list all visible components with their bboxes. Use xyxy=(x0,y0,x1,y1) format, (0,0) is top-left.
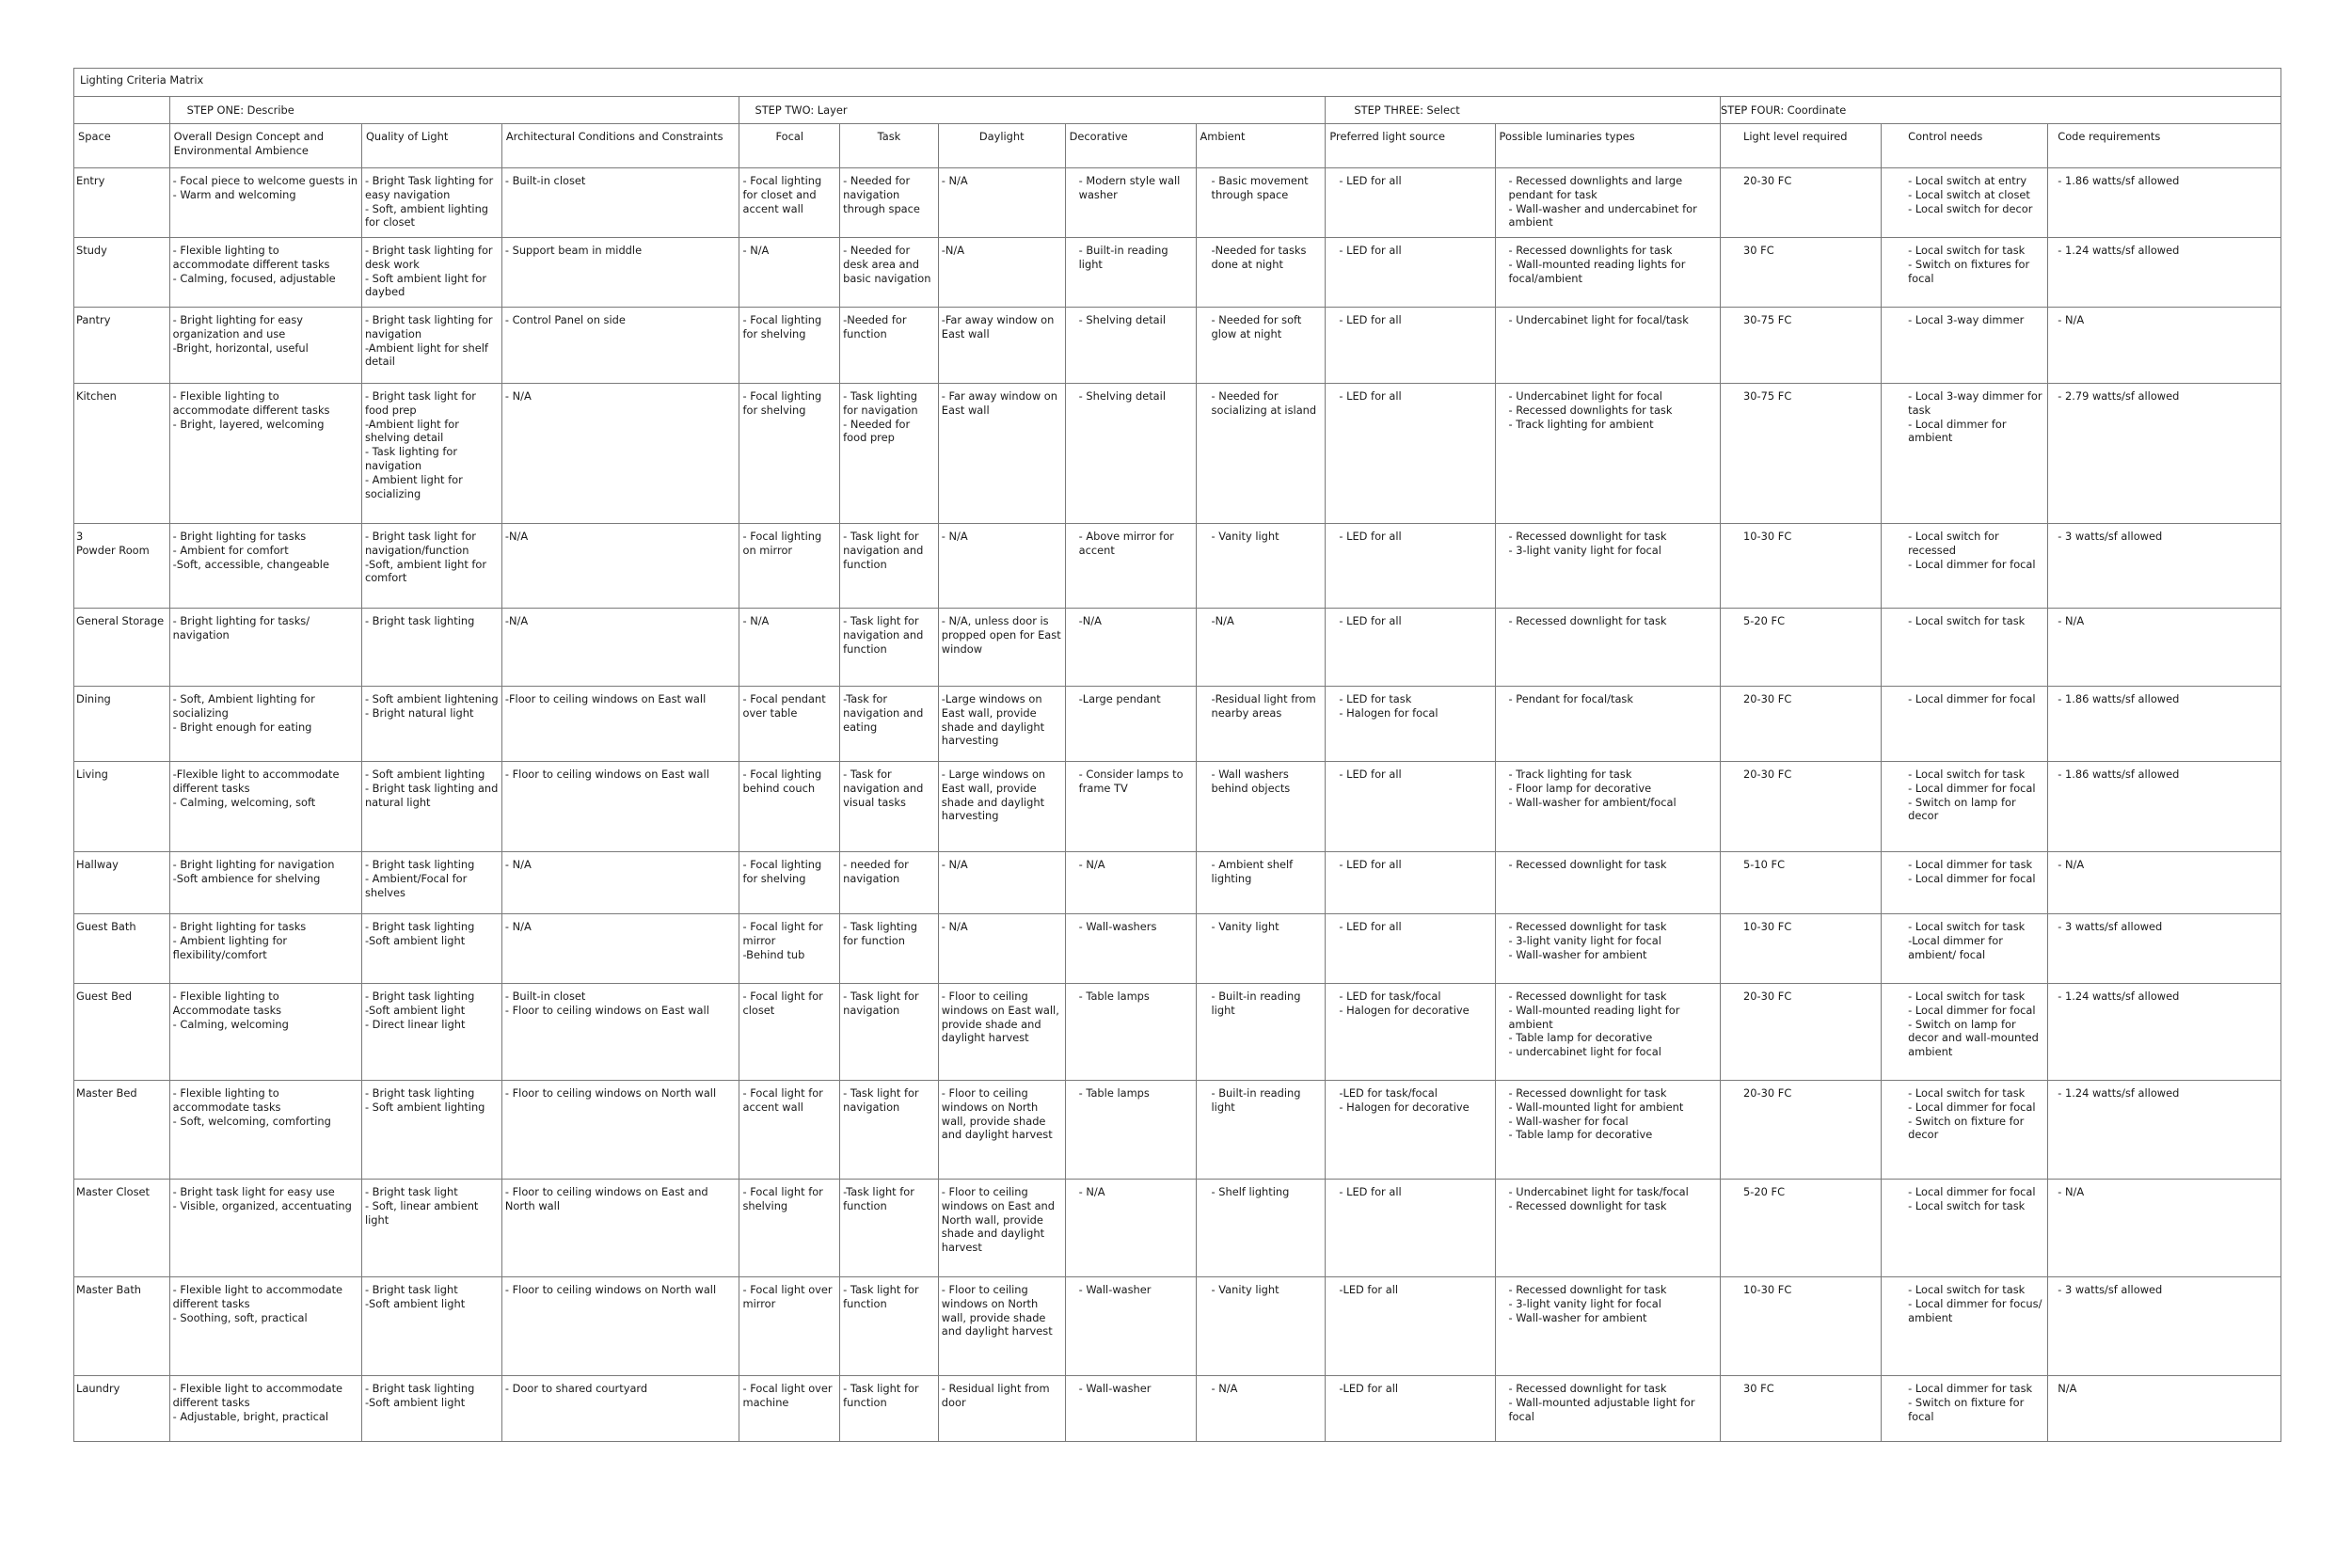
preferred-light-source-cell: - LED for all xyxy=(1326,524,1495,609)
design-concept-cell: - Flexible lighting to accommodate tasks - Soft, welcoming, comforting xyxy=(169,1081,361,1180)
space-cell: Kitchen xyxy=(74,384,170,524)
architectural-conditions-cell: -N/A xyxy=(501,524,739,609)
daylight-cell: - Floor to ceiling windows on North wall, provide shade and daylight harvest xyxy=(938,1277,1065,1376)
code-requirements-cell: - 3 watts/sf allowed xyxy=(2048,914,2281,984)
control-needs-cell: - Local switch for task - Local dimmer for focal - Switch on fixture for decor xyxy=(1882,1081,2048,1180)
focal-cell: - Focal light for mirror -Behind tub xyxy=(739,914,840,984)
quality-of-light-cell: - Bright task lighting -Soft ambient light xyxy=(361,914,501,984)
space-cell: Entry xyxy=(74,168,170,238)
daylight-cell: - Residual light from door xyxy=(938,1376,1065,1442)
code-requirements-cell: - N/A xyxy=(2048,609,2281,687)
luminaires-types-cell: - Recessed downlight for task xyxy=(1495,852,1721,914)
column-header: Task xyxy=(840,124,939,168)
focal-cell: - Focal light over mirror xyxy=(739,1277,840,1376)
table-row xyxy=(74,984,2281,1081)
light-level-cell: 30 FC xyxy=(1721,238,1882,308)
space-cell: Master Bed xyxy=(74,1081,170,1180)
table-row xyxy=(74,308,2281,384)
decorative-cell: - Wall-washers xyxy=(1065,914,1196,984)
code-requirements-cell: - 3 watts/sf allowed xyxy=(2048,1277,2281,1376)
preferred-light-source-cell: - LED for task/focal - Halogen for decorative xyxy=(1326,984,1495,1081)
luminaires-types-cell: - Pendant for focal/task xyxy=(1495,687,1721,762)
title-row xyxy=(74,69,2281,97)
ambient-cell: - Shelf lighting xyxy=(1196,1180,1326,1277)
task-cell: - Needed for desk area and basic navigation xyxy=(840,238,939,308)
luminaires-types-cell: - Recessed downlights for task - Wall-mounted reading lights for focal/ambient xyxy=(1495,238,1721,308)
control-needs-cell: - Local dimmer for focal - Local switch for task xyxy=(1882,1180,2048,1277)
matrix-body xyxy=(74,168,2281,1442)
daylight-cell: - Large windows on East wall, provide shade and daylight harvesting xyxy=(938,762,1065,852)
light-level-cell: 30 FC xyxy=(1721,1376,1882,1442)
table-row xyxy=(74,384,2281,524)
column-header: Architectural Conditions and Constraints xyxy=(501,124,739,168)
space-cell: Study xyxy=(74,238,170,308)
table-row xyxy=(74,1277,2281,1376)
design-concept-cell: - Bright task light for easy use - Visible, organized, accentuating xyxy=(169,1180,361,1277)
task-cell: - Task for navigation and visual tasks xyxy=(840,762,939,852)
task-cell: - Task lighting for navigation - Needed for food prep xyxy=(840,384,939,524)
steps-row xyxy=(74,97,2281,124)
light-level-cell: 20-30 FC xyxy=(1721,1081,1882,1180)
task-cell: - Task light for function xyxy=(840,1277,939,1376)
preferred-light-source-cell: - LED for all xyxy=(1326,852,1495,914)
quality-of-light-cell: - Bright task light for food prep -Ambient light for shelving detail - Task lighting for navigation - Ambient light for socializing xyxy=(361,384,501,524)
light-level-cell: 20-30 FC xyxy=(1721,168,1882,238)
design-concept-cell: - Flexible lighting to Accommodate tasks - Calming, welcoming xyxy=(169,984,361,1081)
space-cell: Pantry xyxy=(74,308,170,384)
table-row xyxy=(74,238,2281,308)
task-cell: - Task light for navigation xyxy=(840,984,939,1081)
daylight-cell: - N/A xyxy=(938,852,1065,914)
luminaires-types-cell: - Recessed downlight for task - 3-light vanity light for focal xyxy=(1495,524,1721,609)
architectural-conditions-cell: - Built-in closet - Floor to ceiling windows on East wall xyxy=(501,984,739,1081)
luminaires-types-cell: - Recessed downlights and large pendant for task - Wall-washer and undercabinet for ambient xyxy=(1495,168,1721,238)
architectural-conditions-cell: - Built-in closet xyxy=(501,168,739,238)
ambient-cell: - Wall washers behind objects xyxy=(1196,762,1326,852)
control-needs-cell: - Local switch for task - Local dimmer for focal - Switch on lamp for decor xyxy=(1882,762,2048,852)
focal-cell: - Focal light over machine xyxy=(739,1376,840,1442)
space-cell: Guest Bed xyxy=(74,984,170,1081)
daylight-cell: - N/A xyxy=(938,914,1065,984)
space-cell: Living xyxy=(74,762,170,852)
daylight-cell: - N/A, unless door is propped open for East window xyxy=(938,609,1065,687)
quality-of-light-cell: - Soft ambient lighting - Bright task lighting and natural light xyxy=(361,762,501,852)
code-requirements-cell: - N/A xyxy=(2048,1180,2281,1277)
light-level-cell: 20-30 FC xyxy=(1721,687,1882,762)
design-concept-cell: - Flexible light to accommodate different tasks - Adjustable, bright, practical xyxy=(169,1376,361,1442)
control-needs-cell: - Local switch for task - Local dimmer for focus/ ambient xyxy=(1882,1277,2048,1376)
architectural-conditions-cell: - Floor to ceiling windows on North wall xyxy=(501,1277,739,1376)
column-header: Control needs xyxy=(1882,124,2048,168)
ambient-cell: - Needed for socializing at island xyxy=(1196,384,1326,524)
task-cell: - Task light for function xyxy=(840,1376,939,1442)
architectural-conditions-cell: -N/A xyxy=(501,609,739,687)
steps-blank-cell xyxy=(74,97,170,124)
architectural-conditions-cell: - Floor to ceiling windows on East wall xyxy=(501,762,739,852)
quality-of-light-cell: - Bright task light - Soft, linear ambient light xyxy=(361,1180,501,1277)
step-three-header: STEP THREE: Select xyxy=(1326,97,1721,124)
task-cell: -Task for navigation and eating xyxy=(840,687,939,762)
lighting-criteria-document xyxy=(73,68,2281,1442)
lighting-criteria-matrix xyxy=(73,68,2281,1442)
design-concept-cell: - Bright lighting for tasks/ navigation xyxy=(169,609,361,687)
preferred-light-source-cell: - LED for all xyxy=(1326,609,1495,687)
focal-cell: - Focal light for accent wall xyxy=(739,1081,840,1180)
light-level-cell: 5-10 FC xyxy=(1721,852,1882,914)
decorative-cell: - Shelving detail xyxy=(1065,308,1196,384)
daylight-cell: - N/A xyxy=(938,168,1065,238)
focal-cell: - Focal light for closet xyxy=(739,984,840,1081)
focal-cell: - Focal lighting for shelving xyxy=(739,852,840,914)
architectural-conditions-cell: - Door to shared courtyard xyxy=(501,1376,739,1442)
design-concept-cell: - Bright lighting for navigation -Soft ambience for shelving xyxy=(169,852,361,914)
code-requirements-cell: - 1.86 watts/sf allowed xyxy=(2048,168,2281,238)
decorative-cell: - Consider lamps to frame TV xyxy=(1065,762,1196,852)
decorative-cell: -N/A xyxy=(1065,609,1196,687)
focal-cell: - Focal lighting for shelving xyxy=(739,384,840,524)
decorative-cell: - Above mirror for accent xyxy=(1065,524,1196,609)
decorative-cell: - Built-in reading light xyxy=(1065,238,1196,308)
preferred-light-source-cell: - LED for all xyxy=(1326,762,1495,852)
architectural-conditions-cell: - N/A xyxy=(501,384,739,524)
light-level-cell: 10-30 FC xyxy=(1721,914,1882,984)
focal-cell: - N/A xyxy=(739,238,840,308)
column-header: Possible luminaries types xyxy=(1495,124,1721,168)
control-needs-cell: - Local switch for recessed - Local dimmer for focal xyxy=(1882,524,2048,609)
preferred-light-source-cell: - LED for all xyxy=(1326,308,1495,384)
light-level-cell: 30-75 FC xyxy=(1721,384,1882,524)
luminaires-types-cell: - Recessed downlight for task - 3-light vanity light for focal - Wall-washer for ambient xyxy=(1495,1277,1721,1376)
column-header: Code requirements xyxy=(2048,124,2281,168)
decorative-cell: - Shelving detail xyxy=(1065,384,1196,524)
code-requirements-cell: - 2.79 watts/sf allowed xyxy=(2048,384,2281,524)
focal-cell: - Focal pendant over table xyxy=(739,687,840,762)
architectural-conditions-cell: - Floor to ceiling windows on East and North wall xyxy=(501,1180,739,1277)
luminaires-types-cell: - Undercabinet light for focal/task xyxy=(1495,308,1721,384)
control-needs-cell: - Local 3-way dimmer xyxy=(1882,308,2048,384)
step-one-header: STEP ONE: Describe xyxy=(169,97,739,124)
table-row xyxy=(74,1081,2281,1180)
column-header: Light level required xyxy=(1721,124,1882,168)
preferred-light-source-cell: - LED for all xyxy=(1326,1180,1495,1277)
quality-of-light-cell: - Bright task lighting - Ambient/Focal for shelves xyxy=(361,852,501,914)
task-cell: - Task light for navigation and function xyxy=(840,524,939,609)
ambient-cell: - Built-in reading light xyxy=(1196,1081,1326,1180)
code-requirements-cell: - 1.86 watts/sf allowed xyxy=(2048,762,2281,852)
table-row xyxy=(74,687,2281,762)
table-row xyxy=(74,1180,2281,1277)
ambient-cell: - Vanity light xyxy=(1196,524,1326,609)
ambient-cell: - Vanity light xyxy=(1196,1277,1326,1376)
task-cell: - needed for navigation xyxy=(840,852,939,914)
column-header: Decorative xyxy=(1065,124,1196,168)
preferred-light-source-cell: - LED for task - Halogen for focal xyxy=(1326,687,1495,762)
decorative-cell: - N/A xyxy=(1065,1180,1196,1277)
focal-cell: - N/A xyxy=(739,609,840,687)
ambient-cell: -Residual light from nearby areas xyxy=(1196,687,1326,762)
column-header: Quality of Light xyxy=(361,124,501,168)
table-row xyxy=(74,609,2281,687)
design-concept-cell: - Focal piece to welcome guests in - Warm and welcoming xyxy=(169,168,361,238)
luminaires-types-cell: - Recessed downlight for task xyxy=(1495,609,1721,687)
daylight-cell: - N/A xyxy=(938,524,1065,609)
step-two-header: STEP TWO: Layer xyxy=(739,97,1326,124)
space-cell: Guest Bath xyxy=(74,914,170,984)
decorative-cell: - Table lamps xyxy=(1065,984,1196,1081)
ambient-cell: -N/A xyxy=(1196,609,1326,687)
space-cell: 3 Powder Room xyxy=(74,524,170,609)
ambient-cell: - Vanity light xyxy=(1196,914,1326,984)
quality-of-light-cell: - Soft ambient lightening - Bright natural light xyxy=(361,687,501,762)
table-row xyxy=(74,168,2281,238)
preferred-light-source-cell: -LED for all xyxy=(1326,1277,1495,1376)
luminaires-types-cell: - Recessed downlight for task - Wall-mounted adjustable light for focal xyxy=(1495,1376,1721,1442)
decorative-cell: - Wall-washer xyxy=(1065,1376,1196,1442)
quality-of-light-cell: - Bright task lighting for desk work - Soft ambient light for daybed xyxy=(361,238,501,308)
light-level-cell: 10-30 FC xyxy=(1721,1277,1882,1376)
design-concept-cell: - Bright lighting for easy organization and use -Bright, horizontal, useful xyxy=(169,308,361,384)
ambient-cell: - Built-in reading light xyxy=(1196,984,1326,1081)
ambient-cell: - Needed for soft glow at night xyxy=(1196,308,1326,384)
daylight-cell: -Far away window on East wall xyxy=(938,308,1065,384)
light-level-cell: 20-30 FC xyxy=(1721,984,1882,1081)
focal-cell: - Focal lighting on mirror xyxy=(739,524,840,609)
control-needs-cell: - Local switch for task - Switch on fixtures for focal xyxy=(1882,238,2048,308)
light-level-cell: 5-20 FC xyxy=(1721,609,1882,687)
space-cell: Master Closet xyxy=(74,1180,170,1277)
table-row xyxy=(74,762,2281,852)
ambient-cell: - N/A xyxy=(1196,1376,1326,1442)
luminaires-types-cell: - Track lighting for task - Floor lamp for decorative - Wall-washer for ambient/focal xyxy=(1495,762,1721,852)
preferred-light-source-cell: - LED for all xyxy=(1326,914,1495,984)
control-needs-cell: - Local dimmer for task - Switch on fixture for focal xyxy=(1882,1376,2048,1442)
code-requirements-cell: - 1.86 watts/sf allowed xyxy=(2048,687,2281,762)
architectural-conditions-cell: - N/A xyxy=(501,852,739,914)
control-needs-cell: - Local 3-way dimmer for task - Local dimmer for ambient xyxy=(1882,384,2048,524)
light-level-cell: 30-75 FC xyxy=(1721,308,1882,384)
space-cell: Master Bath xyxy=(74,1277,170,1376)
decorative-cell: - Table lamps xyxy=(1065,1081,1196,1180)
design-concept-cell: -Flexible light to accommodate different tasks - Calming, welcoming, soft xyxy=(169,762,361,852)
luminaires-types-cell: - Undercabinet light for focal - Recessed downlights for task - Track lighting for ambient xyxy=(1495,384,1721,524)
table-row xyxy=(74,852,2281,914)
quality-of-light-cell: - Bright task light -Soft ambient light xyxy=(361,1277,501,1376)
luminaires-types-cell: - Recessed downlight for task - Wall-mounted reading light for ambient - Table lamp for decorative - undercabinet light for focal xyxy=(1495,984,1721,1081)
column-header: Focal xyxy=(739,124,840,168)
control-needs-cell: - Local switch for task xyxy=(1882,609,2048,687)
design-concept-cell: - Soft, Ambient lighting for socializing - Bright enough for eating xyxy=(169,687,361,762)
step-four-header: STEP FOUR: Coordinate xyxy=(1721,97,2281,124)
control-needs-cell: - Local switch for task -Local dimmer for ambient/ focal xyxy=(1882,914,2048,984)
column-header: Daylight xyxy=(938,124,1065,168)
daylight-cell: -N/A xyxy=(938,238,1065,308)
quality-of-light-cell: - Bright task lighting -Soft ambient light xyxy=(361,1376,501,1442)
code-requirements-cell: - N/A xyxy=(2048,308,2281,384)
column-header: Preferred light source xyxy=(1326,124,1495,168)
daylight-cell: - Far away window on East wall xyxy=(938,384,1065,524)
ambient-cell: - Basic movement through space xyxy=(1196,168,1326,238)
quality-of-light-cell: - Bright task lighting - Soft ambient lighting xyxy=(361,1081,501,1180)
matrix-title: Lighting Criteria Matrix xyxy=(74,69,2281,97)
code-requirements-cell: N/A xyxy=(2048,1376,2281,1442)
quality-of-light-cell: - Bright task lighting -Soft ambient light - Direct linear light xyxy=(361,984,501,1081)
light-level-cell: 5-20 FC xyxy=(1721,1180,1882,1277)
table-row xyxy=(74,524,2281,609)
focal-cell: - Focal lighting behind couch xyxy=(739,762,840,852)
code-requirements-cell: - 3 watts/sf allowed xyxy=(2048,524,2281,609)
preferred-light-source-cell: -LED for task/focal - Halogen for decorative xyxy=(1326,1081,1495,1180)
daylight-cell: - Floor to ceiling windows on East wall, provide shade and daylight harvest xyxy=(938,984,1065,1081)
ambient-cell: -Needed for tasks done at night xyxy=(1196,238,1326,308)
space-cell: Laundry xyxy=(74,1376,170,1442)
architectural-conditions-cell: -Floor to ceiling windows on East wall xyxy=(501,687,739,762)
table-row xyxy=(74,1376,2281,1442)
code-requirements-cell: - N/A xyxy=(2048,852,2281,914)
daylight-cell: - Floor to ceiling windows on North wall, provide shade and daylight harvest xyxy=(938,1081,1065,1180)
control-needs-cell: - Local dimmer for focal xyxy=(1882,687,2048,762)
focal-cell: - Focal light for shelving xyxy=(739,1180,840,1277)
code-requirements-cell: - 1.24 watts/sf allowed xyxy=(2048,238,2281,308)
design-concept-cell: - Bright lighting for tasks - Ambient for comfort -Soft, accessible, changeable xyxy=(169,524,361,609)
decorative-cell: - Wall-washer xyxy=(1065,1277,1196,1376)
architectural-conditions-cell: - N/A xyxy=(501,914,739,984)
decorative-cell: - N/A xyxy=(1065,852,1196,914)
daylight-cell: - Floor to ceiling windows on East and North wall, provide shade and daylight harvest xyxy=(938,1180,1065,1277)
column-header-row xyxy=(74,124,2281,168)
control-needs-cell: - Local switch for task - Local dimmer for focal - Switch on lamp for decor and wall-mounted ambient xyxy=(1882,984,2048,1081)
task-cell: - Task lighting for function xyxy=(840,914,939,984)
task-cell: -Task light for function xyxy=(840,1180,939,1277)
luminaires-types-cell: - Recessed downlight for task - 3-light vanity light for focal - Wall-washer for ambient xyxy=(1495,914,1721,984)
code-requirements-cell: - 1.24 watts/sf allowed xyxy=(2048,984,2281,1081)
space-cell: General Storage xyxy=(74,609,170,687)
design-concept-cell: - Flexible lighting to accommodate different tasks - Bright, layered, welcoming xyxy=(169,384,361,524)
space-cell: Hallway xyxy=(74,852,170,914)
task-cell: - Task light for navigation and function xyxy=(840,609,939,687)
table-row xyxy=(74,914,2281,984)
daylight-cell: -Large windows on East wall, provide shade and daylight harvesting xyxy=(938,687,1065,762)
control-needs-cell: - Local dimmer for task - Local dimmer for focal xyxy=(1882,852,2048,914)
control-needs-cell: - Local switch at entry - Local switch at closet - Local switch for decor xyxy=(1882,168,2048,238)
ambient-cell: - Ambient shelf lighting xyxy=(1196,852,1326,914)
column-header: Ambient xyxy=(1196,124,1326,168)
task-cell: -Needed for function xyxy=(840,308,939,384)
column-header: Space xyxy=(74,124,170,168)
column-header: Overall Design Concept and Environmental Ambience xyxy=(169,124,361,168)
preferred-light-source-cell: - LED for all xyxy=(1326,238,1495,308)
architectural-conditions-cell: - Floor to ceiling windows on North wall xyxy=(501,1081,739,1180)
quality-of-light-cell: - Bright task lighting xyxy=(361,609,501,687)
focal-cell: - Focal lighting for shelving xyxy=(739,308,840,384)
quality-of-light-cell: - Bright task lighting for navigation -Ambient light for shelf detail xyxy=(361,308,501,384)
light-level-cell: 10-30 FC xyxy=(1721,524,1882,609)
decorative-cell: - Modern style wall washer xyxy=(1065,168,1196,238)
design-concept-cell: - Bright lighting for tasks - Ambient lighting for flexibility/comfort xyxy=(169,914,361,984)
light-level-cell: 20-30 FC xyxy=(1721,762,1882,852)
quality-of-light-cell: - Bright task light for navigation/function -Soft, ambient light for comfort xyxy=(361,524,501,609)
architectural-conditions-cell: - Support beam in middle xyxy=(501,238,739,308)
space-cell: Dining xyxy=(74,687,170,762)
focal-cell: - Focal lighting for closet and accent wall xyxy=(739,168,840,238)
preferred-light-source-cell: - LED for all xyxy=(1326,384,1495,524)
design-concept-cell: - Flexible lighting to accommodate different tasks - Calming, focused, adjustable xyxy=(169,238,361,308)
decorative-cell: -Large pendant xyxy=(1065,687,1196,762)
code-requirements-cell: - 1.24 watts/sf allowed xyxy=(2048,1081,2281,1180)
luminaires-types-cell: - Recessed downlight for task - Wall-mounted light for ambient - Wall-washer for focal - Table lamp for decorative xyxy=(1495,1081,1721,1180)
preferred-light-source-cell: -LED for all xyxy=(1326,1376,1495,1442)
design-concept-cell: - Flexible light to accommodate different tasks - Soothing, soft, practical xyxy=(169,1277,361,1376)
architectural-conditions-cell: - Control Panel on side xyxy=(501,308,739,384)
preferred-light-source-cell: - LED for all xyxy=(1326,168,1495,238)
task-cell: - Needed for navigation through space xyxy=(840,168,939,238)
luminaires-types-cell: - Undercabinet light for task/focal - Recessed downlight for task xyxy=(1495,1180,1721,1277)
quality-of-light-cell: - Bright Task lighting for easy navigation - Soft, ambient lighting for closet xyxy=(361,168,501,238)
task-cell: - Task light for navigation xyxy=(840,1081,939,1180)
